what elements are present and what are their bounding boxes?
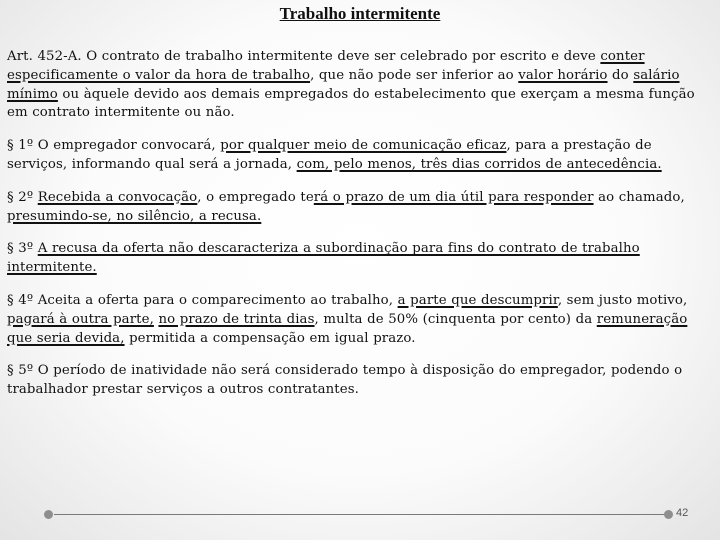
underlined-span: remuneração que seria devida, <box>7 311 688 346</box>
right-bullet-dot <box>664 510 673 519</box>
text-span: , o empregado te <box>197 189 314 205</box>
text-span: , multa de 50% (cinquenta por cento) da <box>314 311 597 327</box>
underlined-span: presumindo-se, no silêncio, a recusa. <box>7 208 262 224</box>
text-span: ou àquele devido aos demais empregados do estabelecimento que exerçam a mesma função em contrato intermitente ou não. <box>7 86 695 121</box>
text-span: § 3º <box>7 241 38 257</box>
text-span: , sem justo motivo, <box>557 292 688 308</box>
text-span: permitida a compensação em igual prazo. <box>124 330 416 346</box>
paragraph-5 <box>7 362 713 400</box>
page-number: 42 <box>676 507 689 519</box>
left-bullet-dot <box>44 510 53 519</box>
text-span: § 4º Aceita a oferta para o comparecimento ao trabalho, <box>7 292 398 308</box>
underlined-span: valor horário <box>518 67 608 83</box>
underlined-span: A recusa da oferta não descaracteriza a subordinação para fins do contrato de trabalho intermitente. <box>7 241 640 276</box>
article-452-a <box>7 48 713 123</box>
paragraph-3 <box>7 240 713 278</box>
text-span: Art. 452-A. O contrato de trabalho intermitente deve ser celebrado por escrito e deve <box>7 49 601 64</box>
footer-divider <box>54 514 664 515</box>
underlined-span: pagará à outra parte, <box>7 311 154 327</box>
text-span: ao chamado, <box>593 189 685 205</box>
underlined-span: a parte que descumprir <box>397 292 558 308</box>
underlined-span: Recebida a convocação <box>37 189 198 205</box>
underlined-span: conter especificamente o valor da hora de trabalho <box>7 49 645 83</box>
underlined-span: no prazo de trinta dias <box>158 311 315 327</box>
underlined-span: rá o prazo de um dia útil para responder <box>313 189 594 205</box>
underlined-span: por qualquer meio de comunicação eficaz <box>220 138 507 154</box>
document-body <box>7 48 713 414</box>
page-title: Trabalho intermitente <box>279 4 441 23</box>
paragraph-1 <box>7 137 713 175</box>
text-span: , que não pode ser inferior ao <box>310 67 519 83</box>
text-span: , para a prestação de serviços, informando qual será a jornada, <box>7 138 652 172</box>
underlined-span: com, pelo menos, três dias corridos de antecedência. <box>296 156 662 172</box>
text-span: § 1º O empregador convocará, <box>7 138 221 154</box>
text-span: § 5º O período de inatividade não será considerado tempo à disposição do empregador, podendo o trabalhador prestar serviços a outros contratantes. <box>7 363 683 398</box>
paragraph-2 <box>7 189 713 227</box>
underlined-span: salário mínimo <box>7 67 680 102</box>
paragraph-4 <box>7 292 713 348</box>
text-span: § 2º <box>7 189 38 205</box>
text-span: do <box>607 67 634 83</box>
